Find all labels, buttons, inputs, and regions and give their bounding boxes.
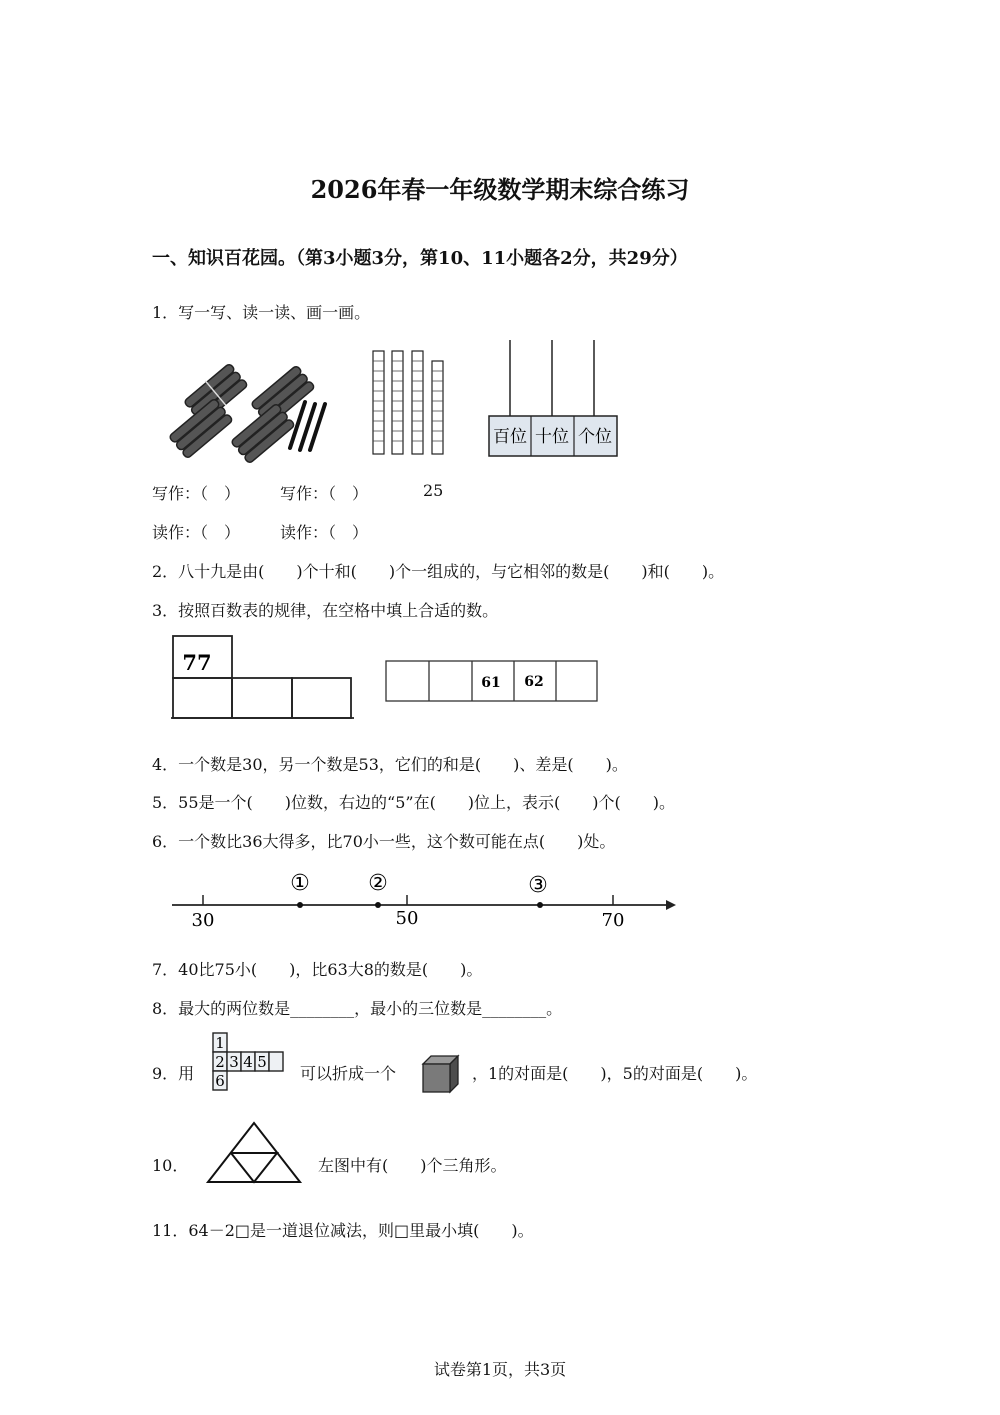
tick-label-30: 30 — [191, 910, 215, 931]
read-answer-2: 读作：（ ） — [280, 523, 369, 542]
question-3-text: 3．按照百数表的规律，在空格中填上合适的数。 — [152, 601, 499, 620]
cube-net-figure — [211, 1031, 285, 1093]
abacus-label-tens: 十位 — [535, 427, 569, 447]
net-face-2: 2 — [215, 1053, 225, 1071]
net-face-5: 5 — [257, 1053, 267, 1071]
section-heading: 一、知识百花园。（第3小题3分，第10、11小题各2分，共29分） — [152, 248, 688, 269]
page-footer: 试卷第1页，共3页 — [433, 1360, 567, 1379]
read-answer-1: 读作：（ ） — [152, 523, 241, 542]
triangle-figure — [204, 1120, 304, 1186]
point-label-1: ① — [290, 871, 310, 896]
number-line-figure — [170, 868, 682, 934]
question-5: 5．55是一个( )位数，右边的“5”在( )位上，表示( )个( )。 — [152, 793, 676, 812]
question-8: 8．最大的两位数是________，最小的三位数是________。 — [152, 999, 563, 1018]
question-9-prefix: 9．用 — [152, 1064, 195, 1083]
tick-label-50: 50 — [395, 908, 419, 929]
abacus-label-hundreds: 百位 — [493, 427, 527, 447]
question-7: 7．40比75小( )，比63大8的数是( )。 — [152, 960, 483, 979]
net-face-4: 4 — [243, 1053, 253, 1071]
abacus-label-ones: 个位 — [578, 427, 612, 447]
question-10-prefix: 10． — [152, 1156, 189, 1175]
stick-bundles-figure — [168, 360, 338, 460]
hundred-chart-row — [384, 659, 600, 703]
net-face-1: 1 — [215, 1034, 225, 1052]
write-answer-1: 写作：（ ） — [152, 484, 241, 503]
question-9-middle: 可以折成一个 — [300, 1064, 397, 1083]
question-11: 11．64－2□是一道退位减法，则□里最小填( )。 — [152, 1221, 534, 1240]
tick-label-70: 70 — [601, 910, 625, 931]
net-face-6: 6 — [215, 1072, 225, 1090]
write-answer-2: 写作：（ ） — [280, 484, 369, 503]
cube-icon — [420, 1053, 462, 1095]
net-face-3: 3 — [229, 1053, 239, 1071]
page-title: 2026年春一年级数学期末综合练习 — [310, 175, 690, 204]
question-9-suffix: ，1的对面是( )，5的对面是( )。 — [472, 1064, 758, 1083]
row-value-62: 62 — [524, 674, 544, 690]
point-label-3: ③ — [528, 873, 548, 898]
point-label-2: ② — [368, 871, 388, 896]
question-1-text: 1．写一写、读一读、画一画。 — [152, 303, 371, 322]
question-6-text: 6．一个数比36大得多，比70小一些，这个数可能在点( )处。 — [152, 832, 616, 851]
hundred-chart-grid — [170, 634, 356, 722]
row-value-61: 61 — [481, 675, 501, 691]
abacus-figure — [488, 338, 620, 460]
grid-value-77: 77 — [182, 650, 212, 675]
ten-rods-figure — [368, 346, 453, 458]
given-number: 25 — [423, 481, 444, 500]
question-4: 4．一个数是30，另一个数是53，它们的和是( )、差是( )。 — [152, 755, 628, 774]
question-10-text: 左图中有( )个三角形。 — [318, 1156, 507, 1175]
question-2: 2．八十九是由( )个十和( )个一组成的，与它相邻的数是( )和( )。 — [152, 562, 725, 581]
